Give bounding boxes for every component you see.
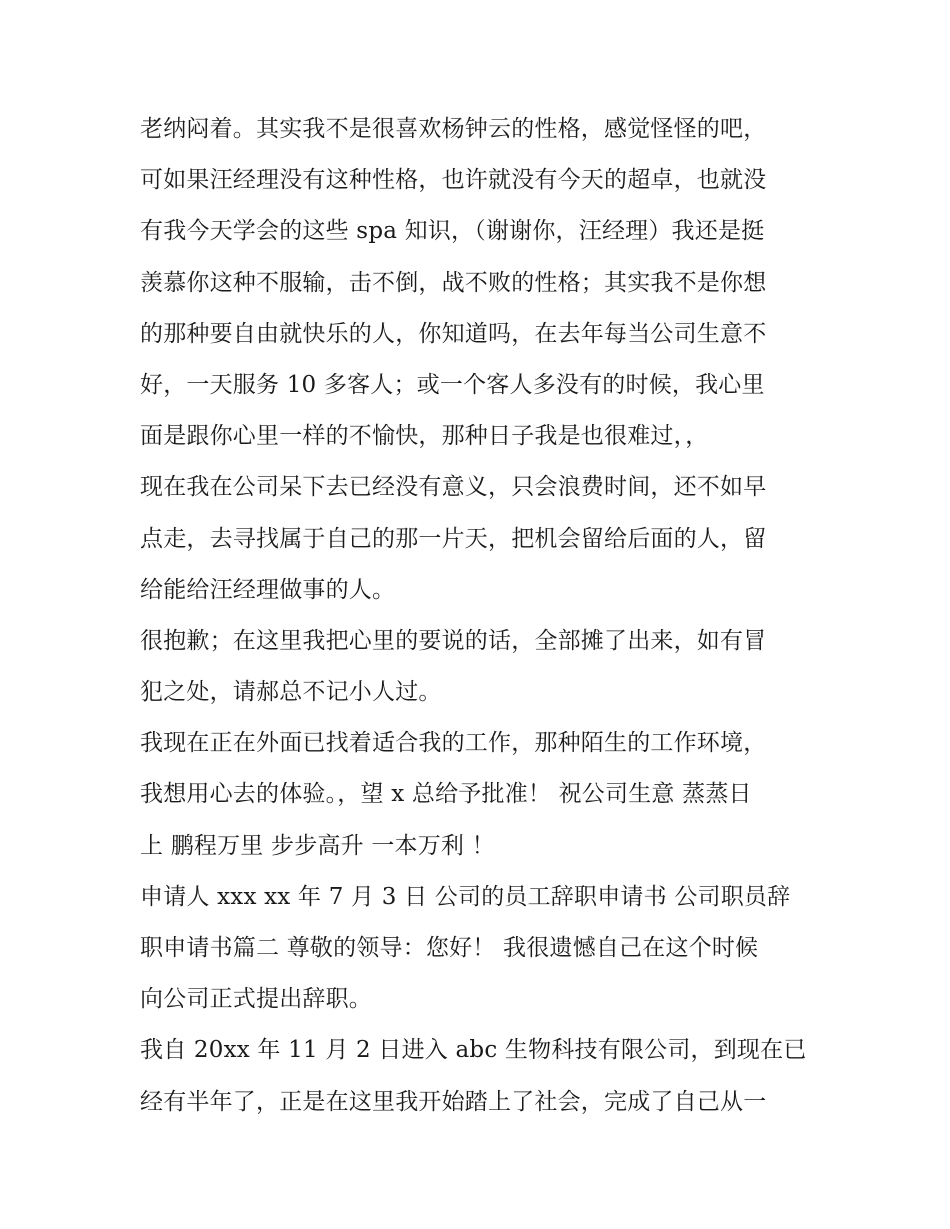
text-line: 老纳闷着。其实我不是很喜欢杨钟云的性格，感觉怪怪的吧， [140, 116, 767, 142]
text-line: 好，一天服务 10 多客人；或一个客人多没有的时候，我心里 [140, 371, 765, 398]
text-line: 我现在正在外面已找着适合我的工作，那种陌生的工作环境， [140, 730, 767, 757]
text-line: 给能给汪经理做事的人。 [140, 576, 396, 603]
text-line: 经有半年了，正是在这里我开始踏上了社会，完成了自己从一 [140, 1088, 767, 1115]
text-line: 有我今天学会的这些 spa 知识，（谢谢你，汪经理）我还是挺 [140, 218, 765, 245]
text-line: 点走，去寻找属于自己的那一片天，把机会留给后面的人，留 [140, 525, 767, 552]
text-line: 羡慕你这种不服输，击不倒，战不败的性格；其实我不是你想 [140, 269, 767, 296]
text-line: 职申请书篇二 尊敬的领导：您好！ 我很遗憾自己在这个时候 [140, 935, 759, 961]
text-line: 很抱歉；在这里我把心里的要说的话，全部摊了出来，如有冒 [140, 627, 767, 654]
text-line: 我自 20xx 年 11 月 2 日进入 abc 生物科技有限公司，到现在已 [140, 1037, 807, 1064]
text-line: 的那种要自由就快乐的人，你知道吗，在去年每当公司生意不 [140, 320, 767, 347]
text-line: 我想用心去的体验。，望 x 总给予批准！ 祝公司生意 蒸蒸日 [140, 781, 752, 808]
document-body [140, 104, 820, 1128]
text-line: 可如果汪经理没有这种性格，也许就没有今天的超卓，也就没 [140, 167, 767, 194]
text-line: 现在我在公司呆下去已经没有意义，只会浪费时间，还不如早 [140, 474, 767, 501]
text-line: 向公司正式提出辞职。 [140, 986, 372, 1013]
text-line: 面是跟你心里一样的不愉快，那种日子我是也很难过，， [140, 423, 709, 450]
text-line: 申请人 xxx xx 年 7 月 3 日 公司的员工辞职申请书 公司职员辞 [140, 883, 791, 910]
text-line: 犯之处，请郝总不记小人过。 [140, 679, 442, 706]
text-line: 上 鹏程万里 步步高升 一本万利 ！ [140, 832, 495, 859]
